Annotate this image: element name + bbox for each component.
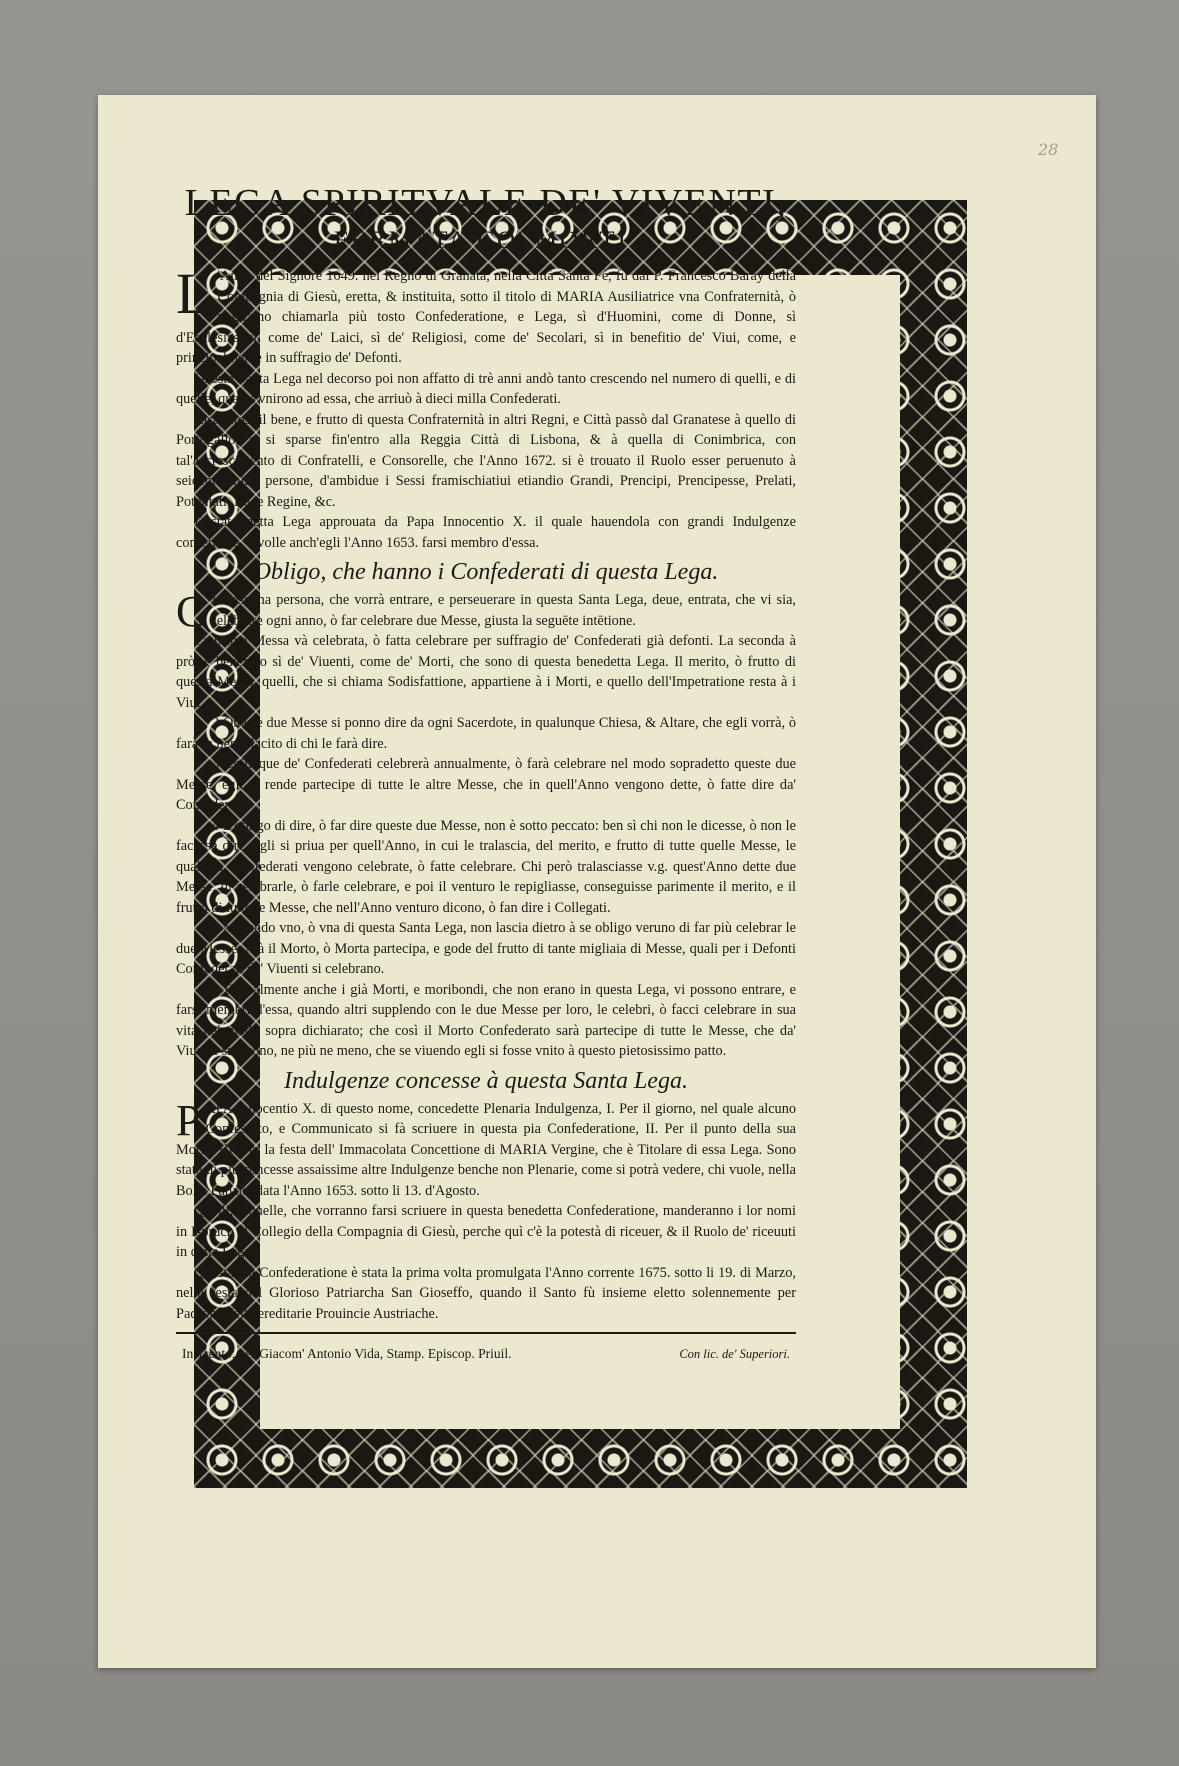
obligation-text-2: Queste due Messe si ponno dire da ogni Sacerdote, in qualunque Chiesa, & Altare, che egli vorrà, ò farà in beneplacito di chi le farà dire. <box>176 715 797 752</box>
indulgences-heading: Indulgenze concesse à questa Santa Lega. <box>284 1067 688 1094</box>
dropcap-p: P <box>176 1095 201 1145</box>
intro-paragraph-1 <box>176 261 796 369</box>
intro-paragraph-3: Risaputosi il bene, e frutto di questa Confraternità in altri Regni, e Città passò dal Granatese à quello di Portogallo, e si sparse fin'entro alla Reggia Città di Lisbona, & à quella di Conimbrica, con tal'accrescimento di Confratelli, e Consorelle, che l'Anno 1672. si è trouato il Ruolo esser peruenuto à seicento milla persone, d'ambidue i Sessi framischiatiui etiandio Grandi, Prencipi, Prencipesse, Prelati, Potentati, Rè, e Regine, &c. <box>176 411 796 510</box>
dropcap-c: C <box>176 587 206 636</box>
item-number: 2 <box>212 715 220 731</box>
obligation-item-1 <box>176 587 796 636</box>
obligation-item-6 <box>176 980 796 1062</box>
obligation-item-2 <box>176 713 796 754</box>
obligation-text-5: Morendo vno, ò vna di questa Santa Lega, non lascia dietro à se obligo veruno di far più celebrar le due Messe: Mà il Morto, ò Morta partecipa, e gode del frutto di tante migliaia di Messe, quali per i Defonti Confederati da' Viuenti si celebrano. <box>176 920 797 977</box>
indulgence-paragraph-1 <box>176 1095 796 1202</box>
item-number: 6 <box>212 981 220 998</box>
folio-number: 28 <box>1038 140 1059 159</box>
document-subtitle: FERMATA CO' MORTI. <box>333 227 639 254</box>
indulgence-text-1: APA Innocentio X. di questo nome, concedette Plenaria Indulgenza, I. Per il giorno, nel quale alcuno Confessato, e Communicato si fà scriuere in questa pia Confederatione, II. Per il punto della sua Morte, III. Per la festa dell' Immacolata Concettione di MARIA Vergine, che è Titolare di essa Lega. Sono state di più concesse assaissime altre Indulgenze benche non Plenarie, come si potrà vedere, chi vuole, nella Bolla Papale, data l'Anno 1653. sotto li 13. d'Agosto. <box>176 1100 796 1199</box>
obligation-text-1: Iascuna persona, che vorrà entrare, e perseuerare in questa Santa Lega, deue, entrata, che vi sia, celebrare ogni anno, ò far celebrare due Messe, giusta la seguēte intētione. <box>210 592 796 629</box>
item-number: 1 <box>210 592 218 608</box>
license-note: Con lic. de' Superiori. <box>679 1347 790 1361</box>
intro-text-1: 'Anno del Signore 1649. nel Regno di Granata, nella Città Santa Fè, fù dal P. Francesco Baray della Compagnia di Giesù, eretta, & instituita, sotto il titolo di MARIA Ausiliatrice vna Confraternità, ò vogliamo chiamarla più tosto Confederatione, e Lega, sì d'Huomini, come di Donne, sì d'Ecclesiastici, come de' Laici, sì de' Religiosi, come de' Secolari, sì in benefitio de' Viui, come, e principalmente in suffragio de' Defonti. <box>176 268 796 366</box>
indulgence-paragraph-2: Quelli, e quelle, che vorranno farsi scriuere in questa benedetta Confederatione, manderanno i lor nomi in Ispruch al Collegio della Compagnia di Giesù, perche quì c'è la potestà di riceuer, & il Ruolo de' riceuuti in detta Lega. <box>176 1203 796 1260</box>
obligation-item-1b: La prima Messa và celebrata, ò fatta celebrare per suffragio de' Confederati già defonti. La seconda à prò, e benefitio sì de' Viuenti, come de' Morti, che sono di questa benedetta Lega. Il merito, ò frutto di questa Messa, quelli, che si chiama Sodisfattione, appartiene à i Morti, e quello dell'Impetratione resta à i Viui. <box>176 633 796 711</box>
imprint-line <box>176 1344 796 1365</box>
obligations-heading: Obligo, che hanno i Confederati di questa Lega. <box>253 559 719 585</box>
obligation-item-4 <box>176 816 796 919</box>
intro-paragraph-2: Questa Santa Lega nel decorso poi non affatto di trè anni andò tanto crescendo nel numero di quelli, e di quelle, quali s'vnirono ad essa, che arriuò à dieci milla Confederati. <box>176 370 796 407</box>
obligation-text-4: L'obligo di dire, ò far dire queste due Messe, non è sotto peccato: ben sì chi non le dicesse, ò non le facesse dire, egli si priua per quell'Anno, in cui le tralascia, del merito, e frutto di tutte quelle Messe, le quali da' Confederati vengono celebrate, ò fatte celebrare. Chi però tralasciasse v.g. quest'Anno dette due Messe, di celebrarle, ò farle celebrare, e poi il venturo le repigliasse, conseguisse parimente il merito, e il frutto di tutte le Messe, che nell'Anno venturo dicono, ò fan dire i Collegati. <box>176 817 796 916</box>
document-title: LEGA SPIRITVALE DE' VIVENTI, <box>184 182 788 224</box>
obligation-text-3: Chiunque de' Confederati celebrerà annualmente, ò farà celebrare nel modo sopradetto queste due Messe, egli si rende partecipe di tutte le altre Messe, che in quell'Anno vengono dette, ò fatte dire da' Confederati. <box>176 756 797 813</box>
intro-paragraph-4: E stata detta Lega approuata da Papa Innocentio X. il quale hauendola con grandi Indulgenze confermata, e volle anch'egli l'Anno 1653. farsi membro d'essa. <box>176 514 796 551</box>
item-number: 4 <box>212 817 220 834</box>
item-number: 5 <box>212 920 220 936</box>
obligation-item-3 <box>176 754 796 816</box>
indulgence-paragraph-3: Questa pia Confederatione è stata la prima volta promulgata l'Anno corrente 1675. sotto li 19. di Marzo, nella festa del Glorioso Patriarcha San Gioseffo, quando il Santo fù insieme eletto solennemente per Padrone delle ereditarie Prouincie Austriache. <box>176 1264 796 1322</box>
item-number: 3 <box>212 756 220 772</box>
obligation-text-6: E finalmente anche i già Morti, e moribondi, che non erano in questa Lega, vi possono entrare, e farsi membri d'essa, quando altri supplendo con le due Messe per loro, le celebri, ò facci celebrare in sua vita nel modo sopra dichiarato; che così il Morto Confederato sarà partecipe di tutte le Messe, che da' Viuenti si dicono, ne più ne meno, che se viuendo egli si fosse vnito à questo pietosissimo patto. <box>176 981 796 1059</box>
obligation-item-5 <box>176 918 796 980</box>
printer-credit: In Trento, per Giacom' Antonio Vida, Stamp. Episcop. Priuil. <box>182 1346 512 1361</box>
dropcap-l: L <box>176 261 212 326</box>
divider-rule <box>176 1332 796 1334</box>
document-text <box>176 182 797 1361</box>
